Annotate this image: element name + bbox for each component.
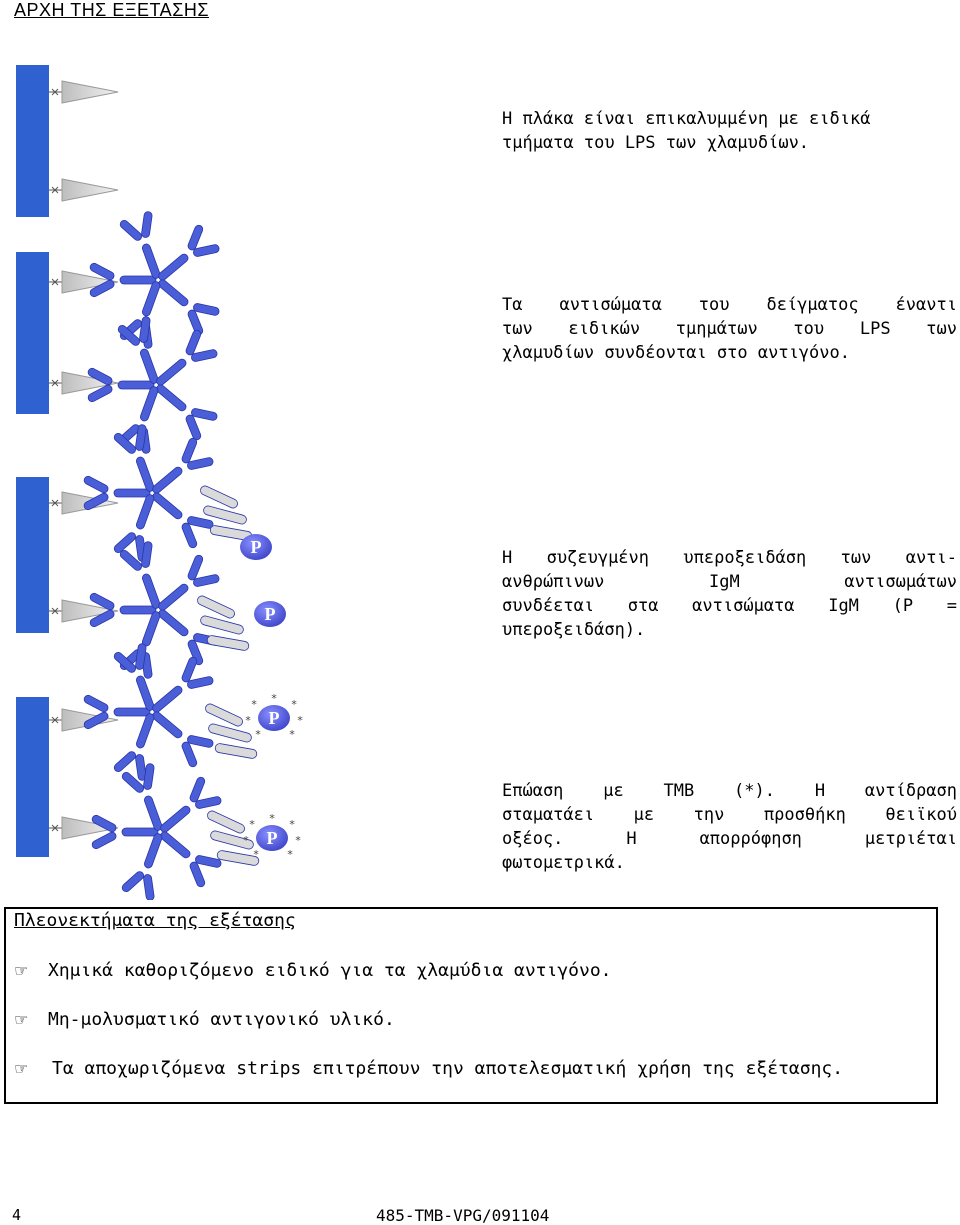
step-4-line: σταματάει με την προσθήκη θειϊκού [502, 805, 957, 825]
step-1-line: Η πλάκα είναι επικαλυμμένη με ειδικά [502, 109, 871, 129]
tmb-substrate-mark: * [242, 834, 250, 847]
advantage-item [14, 1057, 929, 1081]
step-4-line: Επώαση με TMB (*). Η αντίδραση [502, 781, 957, 801]
igm-heavy-chain [139, 386, 159, 423]
advantage-text: Τα αποχωριζόμενα strips επιτρέπουν την αποτελεσματική χρήση της εξέτασης. [52, 1058, 844, 1079]
lps-antigen [62, 179, 118, 201]
igm-heavy-chain [135, 713, 155, 750]
peroxidase-label: P [264, 604, 276, 624]
igm-heavy-chain [120, 276, 156, 284]
advantages-title: Πλεονεκτήματα της εξέτασης [14, 910, 296, 931]
tmb-substrate-mark: * [268, 812, 276, 825]
anti-igm-conjugate [215, 743, 258, 759]
peroxidase-label: P [250, 537, 262, 557]
tmb-substrate-mark: * [250, 698, 258, 711]
step-3-line: ανθρώπινων IgM αντισωμάτων [502, 572, 957, 592]
tmb-substrate-mark: * [294, 834, 302, 847]
igm-heavy-chain [118, 381, 154, 389]
anti-igm-conjugate [204, 702, 244, 727]
well-surface [16, 697, 49, 857]
advantage-item [14, 959, 929, 983]
page-number: 4 [12, 1206, 22, 1224]
igm-heavy-chain [141, 281, 161, 318]
well-surface [16, 252, 49, 414]
igm-heavy-chain [157, 253, 190, 282]
igm-heavy-chain [155, 383, 188, 412]
step-4-line: φωτομετρικά. [502, 853, 625, 873]
igm-fab-segment [141, 211, 153, 238]
tmb-substrate-mark: * [296, 714, 304, 727]
pointing-hand-icon: ☞ [14, 1059, 29, 1078]
igm-fab-segment [83, 475, 110, 494]
igm-heavy-chain [151, 466, 184, 495]
pointing-hand-icon: ☞ [14, 1010, 29, 1029]
igm-heavy-chain [159, 805, 192, 834]
document-code: 485-TMB-VPG/091104 [376, 1206, 550, 1225]
step-1-line: τμήματα του LPS των χλαμυδίων. [502, 133, 810, 153]
igm-heavy-chain [157, 608, 190, 637]
igm-heavy-chain [135, 675, 155, 712]
step-2-description [502, 293, 957, 365]
tmb-substrate-mark: * [286, 848, 294, 861]
igm-fab-segment [119, 219, 144, 242]
step-4-line: οξέος. Η απορρόφηση μετριέται [502, 829, 957, 849]
peroxidase-label: P [268, 708, 280, 728]
igm-heavy-chain [151, 685, 184, 714]
tmb-substrate-mark: * [248, 818, 256, 831]
pointing-hand-icon: ☞ [14, 961, 29, 980]
anti-igm-conjugate [206, 809, 246, 834]
igm-heavy-chain [135, 494, 155, 531]
tmb-substrate-mark: * [288, 728, 296, 741]
assay-diagram [0, 0, 500, 900]
tmb-substrate-mark: * [252, 848, 260, 861]
igm-fab-segment [83, 694, 110, 713]
igm-heavy-chain [159, 830, 192, 859]
tmb-substrate-mark: * [290, 698, 298, 711]
step-3-line: Η συζευγμένη υπεροξειδάση των αντι- [502, 548, 957, 568]
igm-fab-segment [113, 750, 138, 773]
tmb-substrate-mark: * [288, 818, 296, 831]
igm-heavy-chain [157, 278, 190, 307]
step-4-description [502, 779, 957, 875]
igm-heavy-chain [120, 606, 156, 614]
tmb-substrate-mark: * [270, 692, 278, 705]
step-3-description [502, 546, 957, 642]
igm-fab-segment [121, 870, 146, 893]
igm-fab-segment [83, 492, 110, 511]
igm-heavy-chain [141, 573, 161, 610]
step-3-line: υπεροξειδάση). [502, 620, 646, 640]
step-2-line: χλαμυδίων συνδέονται στο αντιγόνο. [502, 343, 850, 363]
igm-heavy-chain [151, 491, 184, 520]
anti-igm-conjugate [196, 594, 236, 619]
igm-heavy-chain [143, 833, 163, 870]
step-1-description [502, 107, 957, 155]
well-surface [16, 477, 49, 633]
igm-fab-segment [143, 874, 155, 900]
advantage-text: Χημικά καθοριζόμενο ειδικό για τα χλαμύδια αντιγόνο. [48, 960, 612, 981]
step-2-line: των ειδικών τμημάτων του LPS των [502, 319, 957, 339]
anti-igm-conjugate [200, 615, 245, 635]
well-surface [16, 65, 49, 217]
tmb-substrate-mark: * [244, 714, 252, 727]
step-2-line: Τα αντισώματα του δείγματος έναντι [502, 295, 957, 315]
advantage-text: Μη-μολυσματικό αντιγονικό υλικό. [48, 1009, 395, 1030]
igm-heavy-chain [114, 708, 150, 716]
page-heading: ΑΡΧΗ ΤΗΣ ΕΞΕΤΑΣΗΣ [14, 0, 209, 20]
step-3-line: συνδέεται στα αντισώματα IgM (P = [502, 596, 957, 616]
igm-heavy-chain [139, 348, 159, 385]
lps-antigen [62, 81, 118, 103]
igm-heavy-chain [135, 456, 155, 493]
anti-igm-conjugate [199, 484, 239, 509]
igm-heavy-chain [122, 828, 158, 836]
igm-fab-segment [91, 831, 118, 850]
igm-heavy-chain [157, 583, 190, 612]
peroxidase-label: P [266, 828, 278, 848]
anti-igm-conjugate [207, 635, 250, 651]
igm-heavy-chain [143, 795, 163, 832]
igm-heavy-chain [141, 611, 161, 648]
advantage-item [14, 1008, 929, 1032]
igm-heavy-chain [114, 489, 150, 497]
igm-heavy-chain [155, 358, 188, 387]
igm-heavy-chain [151, 710, 184, 739]
igm-heavy-chain [141, 243, 161, 280]
tmb-substrate-mark: * [254, 728, 262, 741]
